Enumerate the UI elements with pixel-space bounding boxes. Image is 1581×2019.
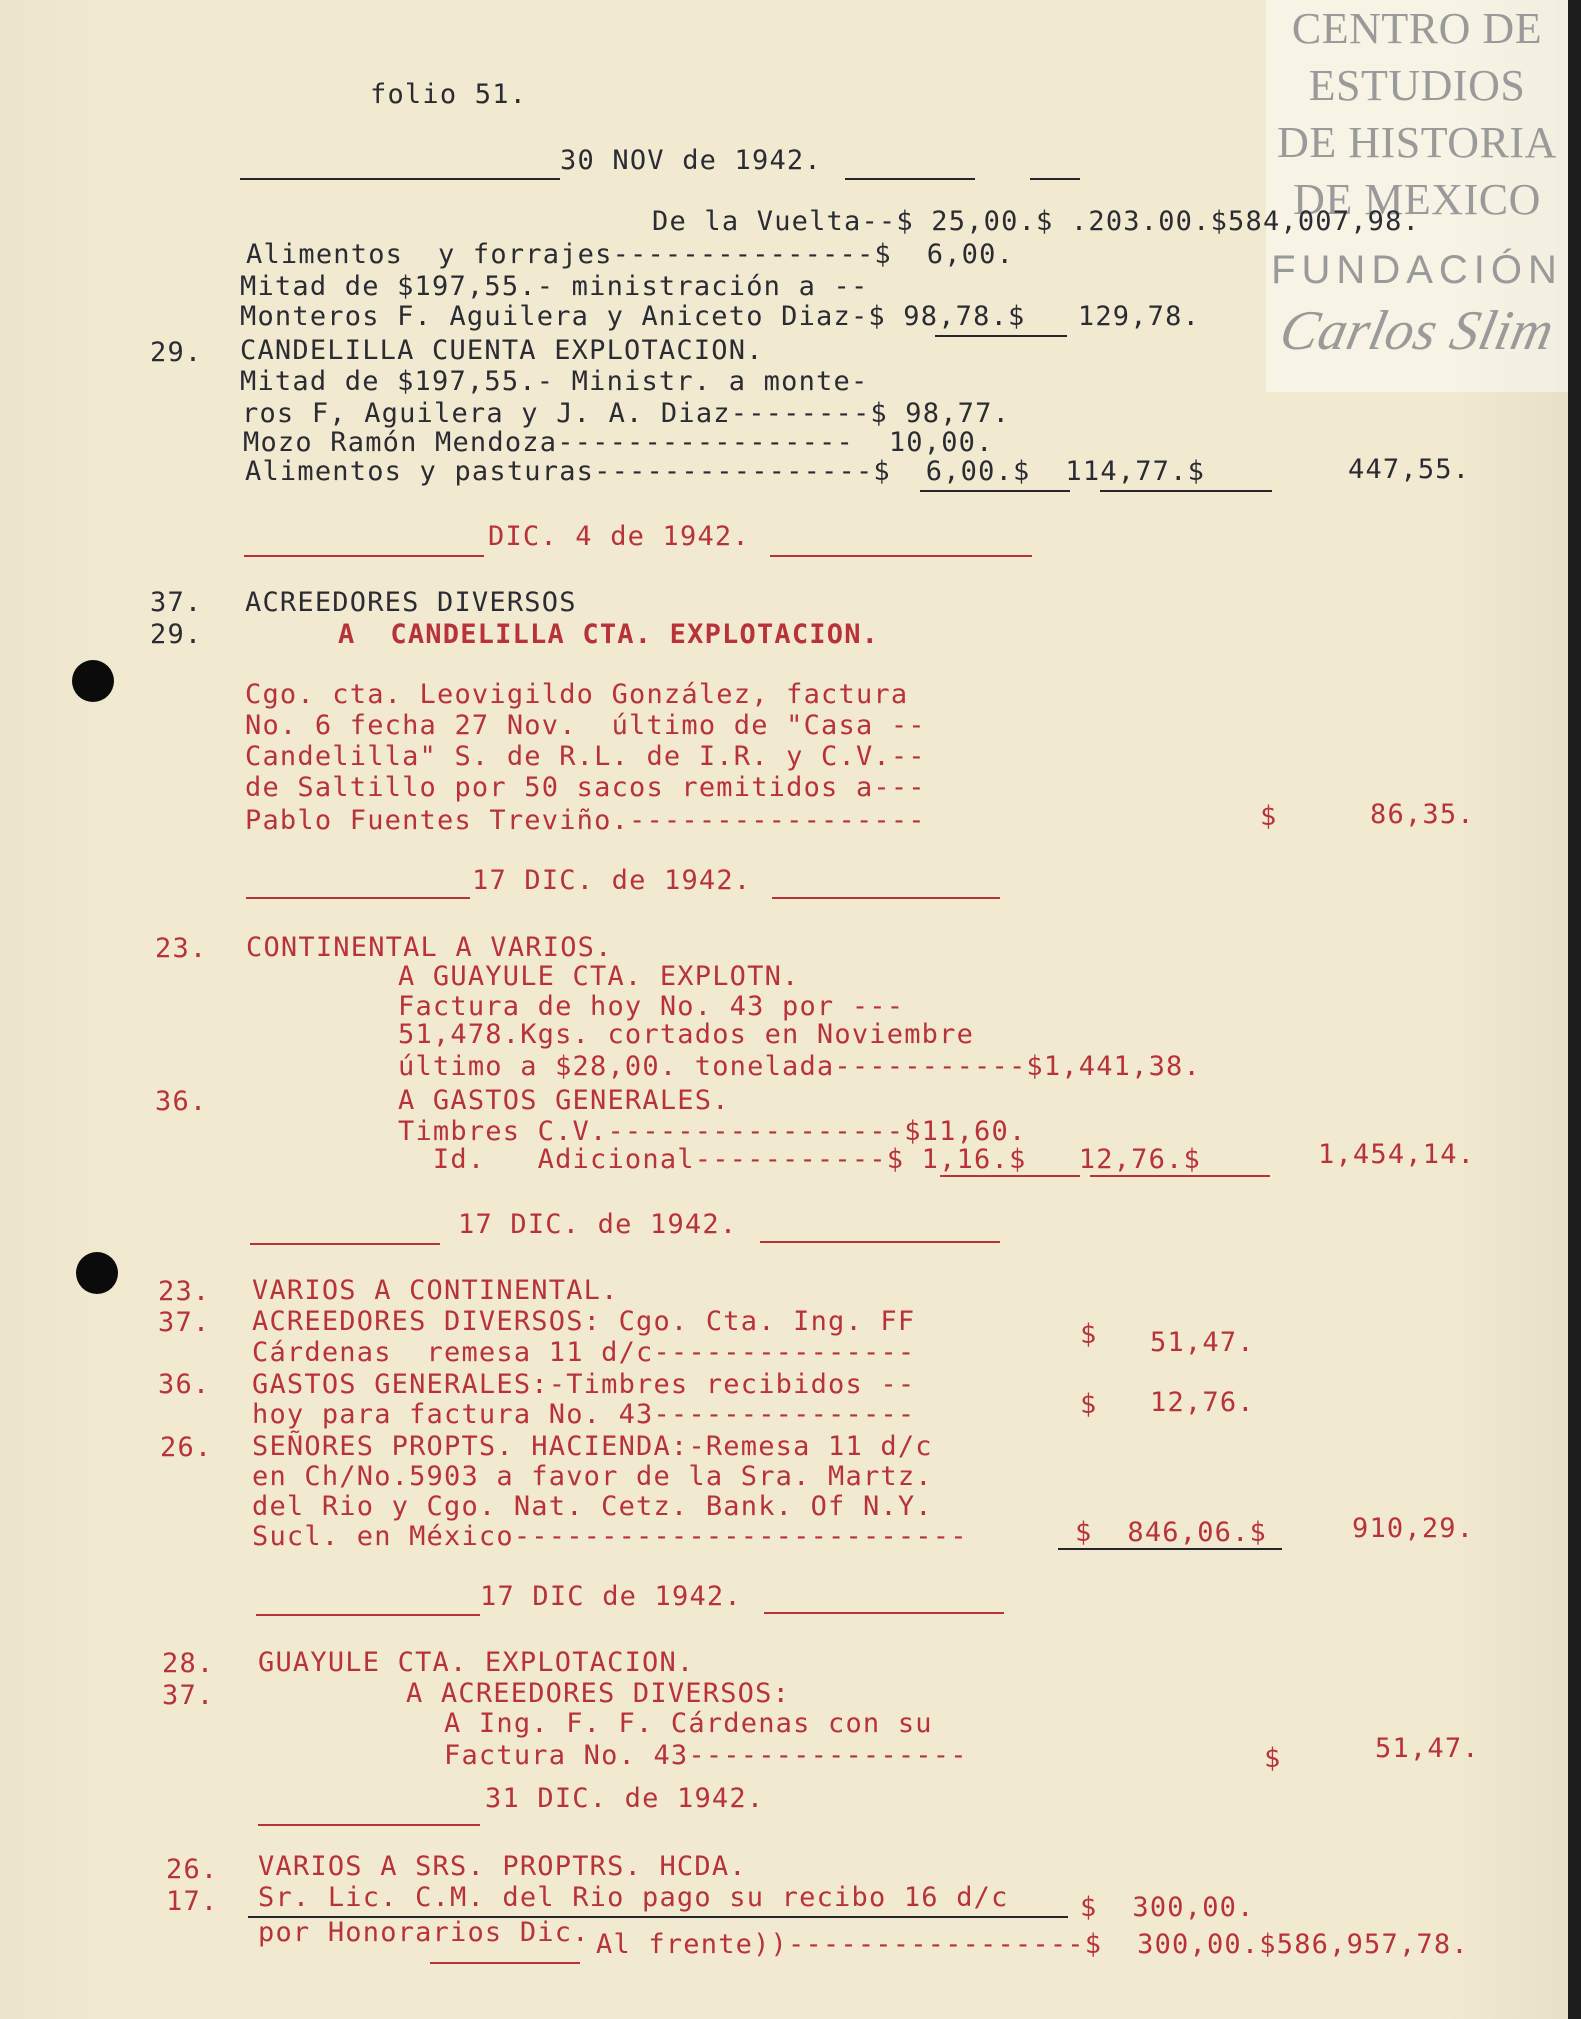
amount-underline — [935, 335, 1067, 337]
ledger-line: Mozo Ramón Mendoza----------------- 10,00. — [243, 427, 994, 458]
ledger-line: Monteros F. Aguilera y Aniceto Diaz-$ 98,78.$ 129,78. — [240, 301, 1201, 332]
entry-date: 17 DIC. de 1942. — [472, 865, 752, 896]
currency-sign: $ — [1080, 1389, 1098, 1420]
ledger-amount: 86,35. — [1370, 799, 1475, 830]
ledger-line: SEÑORES PROPTS. HACIENDA:-Remesa 11 d/c — [252, 1431, 933, 1462]
date-rule — [250, 1243, 440, 1245]
account-number: 26. — [166, 1854, 219, 1885]
ledger-line: Factura No. 43---------------- — [444, 1740, 968, 1771]
ledger-line: último a $28,00. tonelada-----------$1,441,38. — [398, 1051, 1201, 1082]
date-rule — [845, 178, 975, 180]
ledger-line: en Ch/No.5903 a favor de la Sra. Martz. — [252, 1461, 933, 1492]
amount-underline — [1058, 1548, 1282, 1550]
ledger-line: A GUAYULE CTA. EXPLOTN. — [398, 961, 800, 992]
foundation-watermark — [1266, 0, 1568, 392]
ledger-line: A Ing. F. F. Cárdenas con su — [444, 1708, 933, 1739]
ledger-line: CONTINENTAL A VARIOS. — [246, 932, 613, 963]
date-rule — [240, 178, 560, 180]
account-number: 36. — [158, 1369, 211, 1400]
ledger-amount: 51,47. — [1150, 1327, 1255, 1358]
account-number: 28. — [162, 1648, 215, 1679]
account-number: 17. — [166, 1886, 219, 1917]
ledger-amount: 51,47. — [1375, 1733, 1480, 1764]
amount-underline — [920, 490, 1070, 492]
watermark-line: DE MEXICO — [1293, 175, 1541, 224]
date-rule — [772, 897, 1000, 899]
ledger-line: de Saltillo por 50 sacos remitidos a--- — [245, 772, 926, 803]
date-rule — [770, 555, 1032, 557]
entry-date: 17 DIC. de 1942. — [458, 1209, 738, 1240]
ledger-line: Mitad de $197,55.- ministración a -- — [240, 271, 869, 302]
currency-sign: $ — [1260, 801, 1278, 832]
ledger-line: GUAYULE CTA. EXPLOTACION. — [258, 1647, 695, 1678]
ledger-line: GASTOS GENERALES:-Timbres recibidos -- — [252, 1369, 916, 1400]
ledger-line: Al frente))-----------------$ 300,00.$586,957,78. — [596, 1929, 1469, 1960]
ledger-line: ACREEDORES DIVERSOS — [245, 587, 577, 618]
entry-date: DIC. 4 de 1942. — [488, 521, 750, 552]
ledger-amount: $ 846,06.$ — [1075, 1517, 1268, 1548]
ledger-line: del Rio y Cgo. Nat. Cetz. Bank. Of N.Y. — [252, 1491, 933, 1522]
ledger-amount: $ 300,00. — [1080, 1892, 1255, 1923]
ledger-line: Factura de hoy No. 43 por --- — [398, 991, 905, 1022]
ledger-line: Sr. Lic. C.M. del Rio pago su recibo 16 d/c — [258, 1882, 1009, 1913]
ledger-line: Mitad de $197,55.- Ministr. a monte- — [240, 366, 869, 397]
date-rule — [764, 1612, 1004, 1614]
ledger-line: CANDELILLA CUENTA EXPLOTACION. — [240, 335, 764, 366]
entry-date: 31 DIC. de 1942. — [485, 1783, 765, 1814]
amount-underline — [1090, 1175, 1270, 1177]
amount-underline — [940, 1175, 1080, 1177]
account-number: 36. — [155, 1086, 208, 1117]
entry-date: 17 DIC de 1942. — [480, 1581, 742, 1612]
folio-number: folio 51. — [370, 79, 528, 110]
watermark-line: CENTRO DE — [1291, 4, 1543, 53]
account-number: 23. — [158, 1276, 211, 1307]
ledger-line: No. 6 fecha 27 Nov. último de "Casa -- — [245, 710, 926, 741]
ledger-line: De la Vuelta--$ 25,00.$ .203.00.$584,007,98. — [652, 206, 1421, 237]
ledger-line: hoy para factura No. 43--------------- — [252, 1399, 916, 1430]
ledger-amount: 910,29. — [1352, 1513, 1475, 1544]
ledger-line: Pablo Fuentes Treviño.----------------- — [245, 805, 926, 836]
ledger-line: 51,478.Kgs. cortados en Noviembre — [398, 1019, 975, 1050]
account-number: 26. — [160, 1432, 213, 1463]
ledger-amount: 1,454,14. — [1318, 1139, 1476, 1170]
ledger-line: VARIOS A SRS. PROPTRS. HCDA. — [258, 1851, 747, 1882]
currency-sign: $ — [1080, 1319, 1098, 1350]
date-rule — [1030, 178, 1080, 180]
ledger-line: Candelilla" S. de R.L. de I.R. y C.V.-- — [245, 741, 926, 772]
binder-hole-lower — [76, 1252, 118, 1294]
ledger-line: A ACREEDORES DIVERSOS: — [406, 1678, 791, 1709]
ledger-line: A CANDELILLA CTA. EXPLOTACION. — [338, 619, 880, 650]
watermark-line: ESTUDIOS — [1308, 61, 1526, 110]
account-number: 23. — [155, 933, 208, 964]
watermark-fundacion: FUNDACIÓN — [1271, 248, 1563, 292]
ledger-line: Alimentos y pasturas----------------$ 6,00.$ 114,77.$ — [245, 456, 1206, 487]
ledger-line: Alimentos y forrajes---------------$ 6,00. — [246, 239, 1015, 270]
date-rule — [256, 1614, 480, 1616]
account-number: 29. — [150, 337, 203, 368]
date-rule — [760, 1241, 1000, 1243]
ledger-amount: 12,76. — [1150, 1387, 1255, 1418]
watermark-line: DE HISTORIA — [1277, 118, 1557, 167]
amount-underline — [1100, 490, 1272, 492]
currency-sign: $ — [1264, 1743, 1282, 1774]
ledger-line: Sucl. en México-------------------------- — [252, 1521, 968, 1552]
date-rule — [244, 555, 484, 557]
account-number: 37. — [158, 1307, 211, 1338]
ledger-line: A GASTOS GENERALES. — [398, 1085, 730, 1116]
account-number: 37. — [162, 1680, 215, 1711]
account-number: 29. — [150, 619, 203, 650]
ledger-amount: 447,55. — [1348, 454, 1471, 485]
ledger-line: ACREEDORES DIVERSOS: Cgo. Cta. Ing. FF — [252, 1306, 916, 1337]
ledger-line: ros F, Aguilera y J. A. Diaz--------$ 98,77. — [242, 398, 1011, 429]
entry-date: 30 NOV de 1942. — [560, 145, 822, 176]
date-rule — [246, 897, 470, 899]
account-number: 37. — [150, 587, 203, 618]
ledger-line: Cárdenas remesa 11 d/c--------------- — [252, 1337, 916, 1368]
ledger-line: Timbres C.V.-----------------$11,60. — [398, 1116, 1027, 1147]
ledger-line: por Honorarios Dic. — [258, 1917, 590, 1948]
ledger-line: Id. Adicional-----------$ 1,16.$ 12,76.$ — [398, 1144, 1201, 1175]
ledger-line: VARIOS A CONTINENTAL. — [252, 1275, 619, 1306]
date-rule — [430, 1962, 580, 1964]
binder-hole-upper — [72, 660, 114, 702]
watermark-signature: Carlos Slim — [1274, 300, 1560, 362]
date-rule — [258, 1824, 480, 1826]
ledger-line: Cgo. cta. Leovigildo González, factura — [245, 679, 909, 710]
